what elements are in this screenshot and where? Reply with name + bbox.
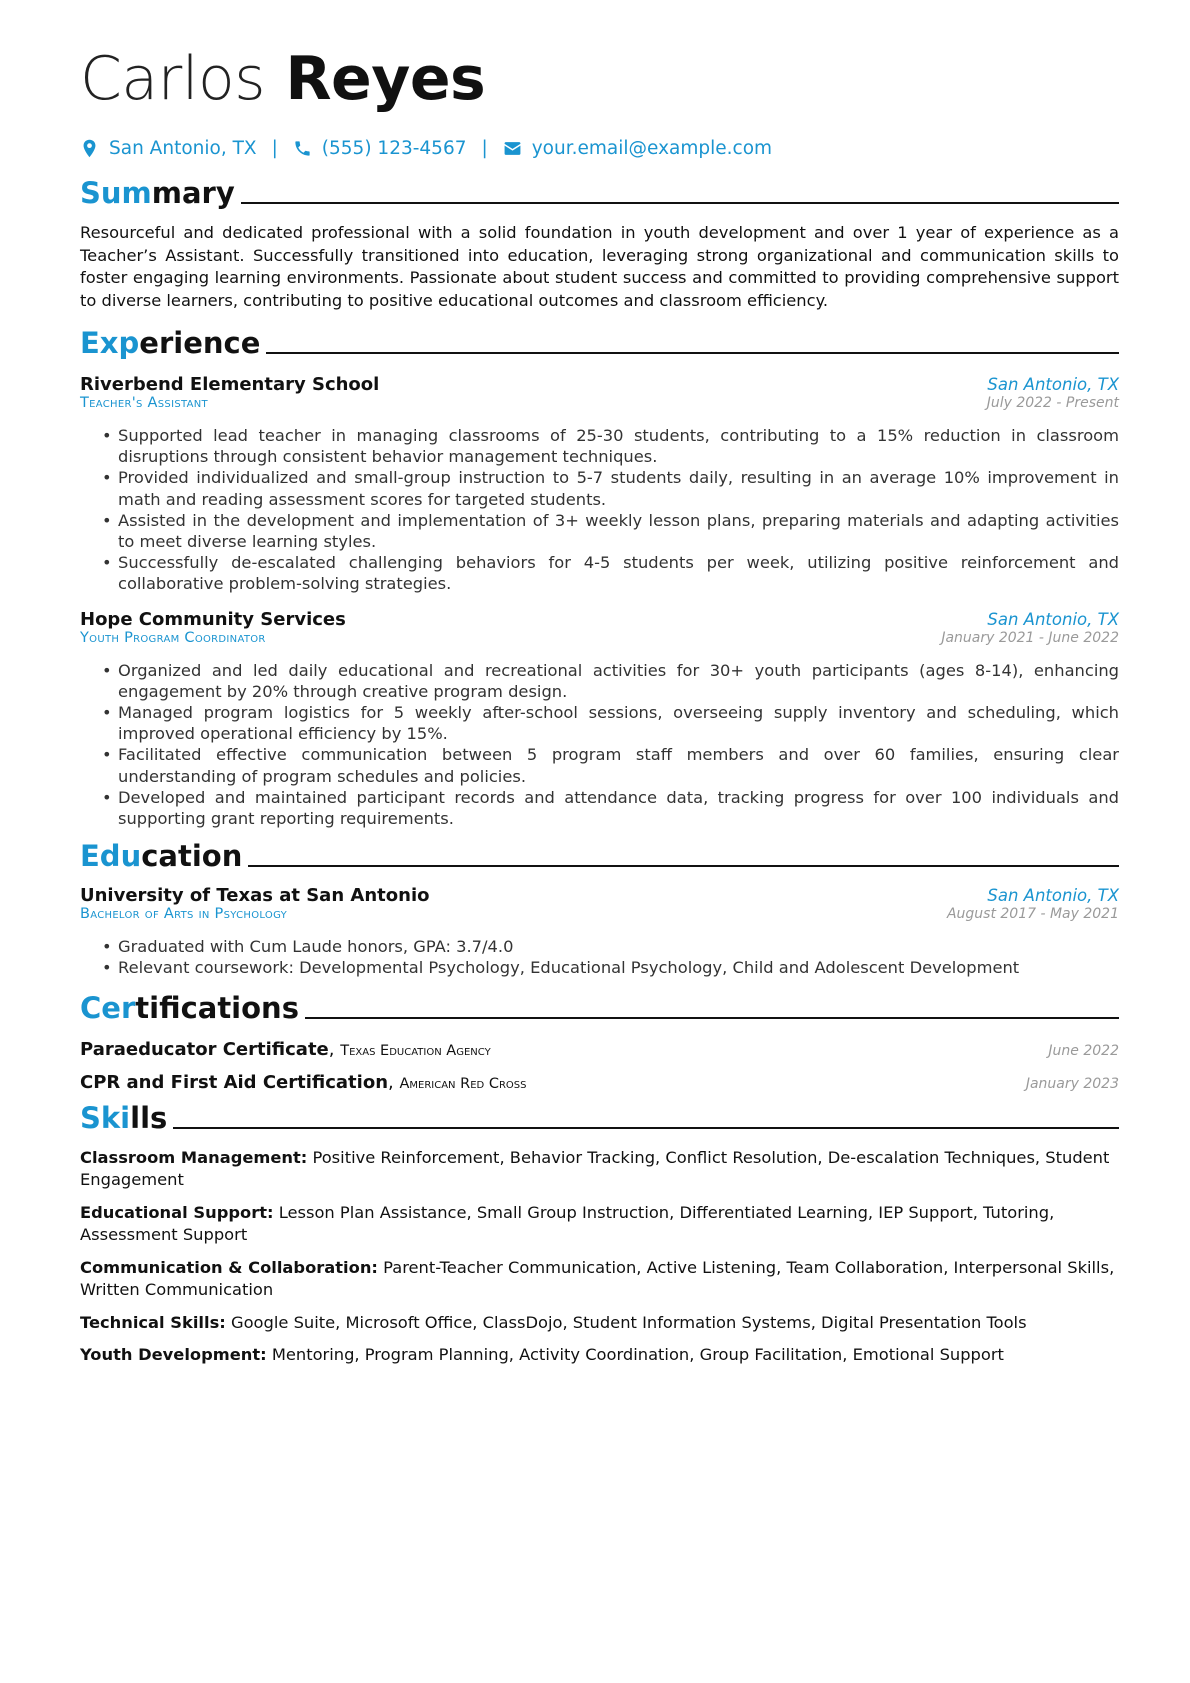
section-title-rest: tifications <box>135 990 299 1025</box>
certification-item: CPR and First Aid Certification, American Red Cross January 2023 <box>80 1071 1119 1093</box>
contact-location <box>80 138 257 159</box>
skills-heading <box>80 1097 1119 1135</box>
section-title-accent: Edu <box>80 839 142 874</box>
certification-issuer: American Red Cross <box>399 1075 527 1092</box>
organization-name: Riverbend Elementary School <box>80 374 380 395</box>
first-name: Carlos <box>80 44 265 114</box>
job-title: Teacher's Assistant <box>80 395 208 411</box>
entry-dates: January 2021 - June 2022 <box>941 629 1119 646</box>
skill-group <box>80 1312 1119 1335</box>
entry-dates: July 2022 - Present <box>986 395 1119 411</box>
organization-name: Hope Community Services <box>80 608 346 630</box>
section-title-accent: Cer <box>80 990 136 1025</box>
education-heading <box>80 835 1119 873</box>
certification-issuer: Texas Education Agency <box>340 1042 491 1059</box>
section-rule <box>305 1017 1119 1019</box>
list-item: • Successfully de-escalated challenging behaviors for 4-5 students per week, utilizing positive reinforcement and collaborative problem-solving strategies. <box>118 552 1119 594</box>
education-detail-list <box>80 936 1119 978</box>
list-item: • Relevant coursework: Developmental Psychology, Educational Psychology, Child and Adolescent Development <box>118 957 1119 978</box>
contact-separator: | <box>481 137 488 159</box>
section-title-rest: mary <box>151 176 235 210</box>
list-item: • Developed and maintained participant records and attendance data, tracking progress for over 100 individuals and supporting grant reporting requirements. <box>118 787 1119 829</box>
list-item: • Managed program logistics for 5 weekly after-school sessions, overseeing supply inventory and scheduling, which improved operational efficiency by 15%. <box>118 702 1119 744</box>
map-marker-icon <box>80 139 99 158</box>
list-item: • Supported lead teacher in managing classrooms of 25-30 students, contributing to a 15% reduction in classroom disruptions through consistent behavior management techniques. <box>118 425 1119 467</box>
institution-name: University of Texas at San Antonio <box>80 885 430 907</box>
list-item: • Organized and led daily educational and recreational activities for 30+ youth participants (ages 8-14), enhancing engagement by 20% through creative program design. <box>118 660 1119 702</box>
skill-category: Educational Support: <box>80 1202 274 1222</box>
email-text: your.email@example.com <box>531 137 773 159</box>
skill-items: Lesson Plan Assistance, Small Group Instruction, Differentiated Learning, IEP Support, Tutoring, Assessment Support <box>80 1202 1055 1245</box>
contact-email[interactable] <box>503 138 772 159</box>
contact-phone[interactable] <box>293 138 467 159</box>
skill-group <box>80 1202 1119 1247</box>
skill-category: Technical Skills: <box>80 1312 226 1332</box>
section-rule <box>248 865 1119 867</box>
certification-name: CPR and First Aid Certification <box>80 1071 389 1093</box>
experience-entry <box>80 609 1119 830</box>
phone-text: (555) 123-4567 <box>321 137 467 159</box>
section-title-rest: cation <box>141 839 243 874</box>
section-title-accent: Exp <box>80 326 140 360</box>
section-rule <box>266 352 1119 354</box>
skill-category: Communication & Collaboration: <box>80 1257 378 1277</box>
list-item: • Provided individualized and small-group instruction to 5-7 students daily, resulting in an average 10% improvement in math and reading assessment scores for targeted students. <box>118 467 1119 509</box>
section-title-rest: lls <box>130 1100 168 1135</box>
skill-items: Google Suite, Microsoft Office, ClassDojo, Student Information Systems, Digital Presentation Tools <box>230 1312 1027 1332</box>
skill-items: Parent-Teacher Communication, Active Listening, Team Collaboration, Interpersonal Skills, Written Communication <box>80 1257 1115 1300</box>
section-title <box>80 991 305 1025</box>
education-entry <box>80 885 1119 978</box>
section-rule <box>173 1127 1119 1129</box>
section-rule <box>241 202 1119 204</box>
certification-item: Paraeducator Certificate, Texas Education Agency June 2022 <box>80 1038 1119 1060</box>
location-text: San Antonio, TX <box>109 137 257 159</box>
skill-category: Youth Development: <box>80 1345 267 1365</box>
entry-location: San Antonio, TX <box>987 886 1119 906</box>
entry-location: San Antonio, TX <box>987 375 1119 394</box>
achievement-list <box>80 425 1119 595</box>
certification-date: June 2022 <box>1048 1042 1119 1059</box>
section-title <box>80 176 241 210</box>
skill-group <box>80 1147 1119 1192</box>
certification-name: Paraeducator Certificate <box>80 1038 329 1060</box>
skill-items: Mentoring, Program Planning, Activity Coordination, Group Facilitation, Emotional Support <box>271 1345 1004 1365</box>
contact-line <box>80 134 1119 162</box>
entry-dates: August 2017 - May 2021 <box>946 906 1119 923</box>
experience-heading <box>80 322 1119 360</box>
section-title <box>80 326 266 360</box>
section-title <box>80 1101 173 1135</box>
section-title <box>80 839 248 873</box>
section-title-accent: Ski <box>80 1100 131 1135</box>
candidate-name <box>80 40 1119 118</box>
job-title: Youth Program Coordinator <box>80 629 266 646</box>
achievement-list <box>80 660 1119 830</box>
skill-group <box>80 1344 1119 1367</box>
summary-heading <box>80 172 1119 210</box>
skill-group <box>80 1257 1119 1302</box>
skill-items: Positive Reinforcement, Behavior Tracking, Conflict Resolution, De-escalation Techniques, Student Engagement <box>80 1147 1110 1190</box>
degree-title: Bachelor of Arts in Psychology <box>80 906 288 923</box>
skill-category: Classroom Management: <box>80 1147 308 1167</box>
entry-location: San Antonio, TX <box>987 609 1119 629</box>
section-title-accent: Sum <box>80 176 152 210</box>
list-item: • Assisted in the development and implementation of 3+ weekly lesson plans, preparing materials and adapting activities to meet diverse learning styles. <box>118 510 1119 552</box>
phone-icon <box>293 139 312 158</box>
envelope-icon <box>503 139 522 158</box>
section-title-rest: erience <box>139 326 261 360</box>
summary-text: Resourceful and dedicated professional with a solid foundation in youth development and over 1 year of experience as a Teacher’s Assistant. Successfully transitioned into education, leveraging strong organizational and communication skills to foster engaging learning environments. Passionate about student success and committed to providing comprehensive support to diverse learners, contributing to positive educational outcomes and classroom efficiency. <box>80 223 1119 310</box>
certification-date: January 2023 <box>1025 1075 1119 1092</box>
last-name: Reyes <box>285 44 486 114</box>
certifications-heading <box>80 987 1119 1025</box>
list-item: • Facilitated effective communication between 5 program staff members and over 60 families, ensuring clear understanding of program schedules and policies. <box>118 744 1119 786</box>
list-item: • Graduated with Cum Laude honors, GPA: 3.7/4.0 <box>118 936 1119 957</box>
experience-entry <box>80 374 1119 595</box>
contact-separator: | <box>271 137 278 159</box>
